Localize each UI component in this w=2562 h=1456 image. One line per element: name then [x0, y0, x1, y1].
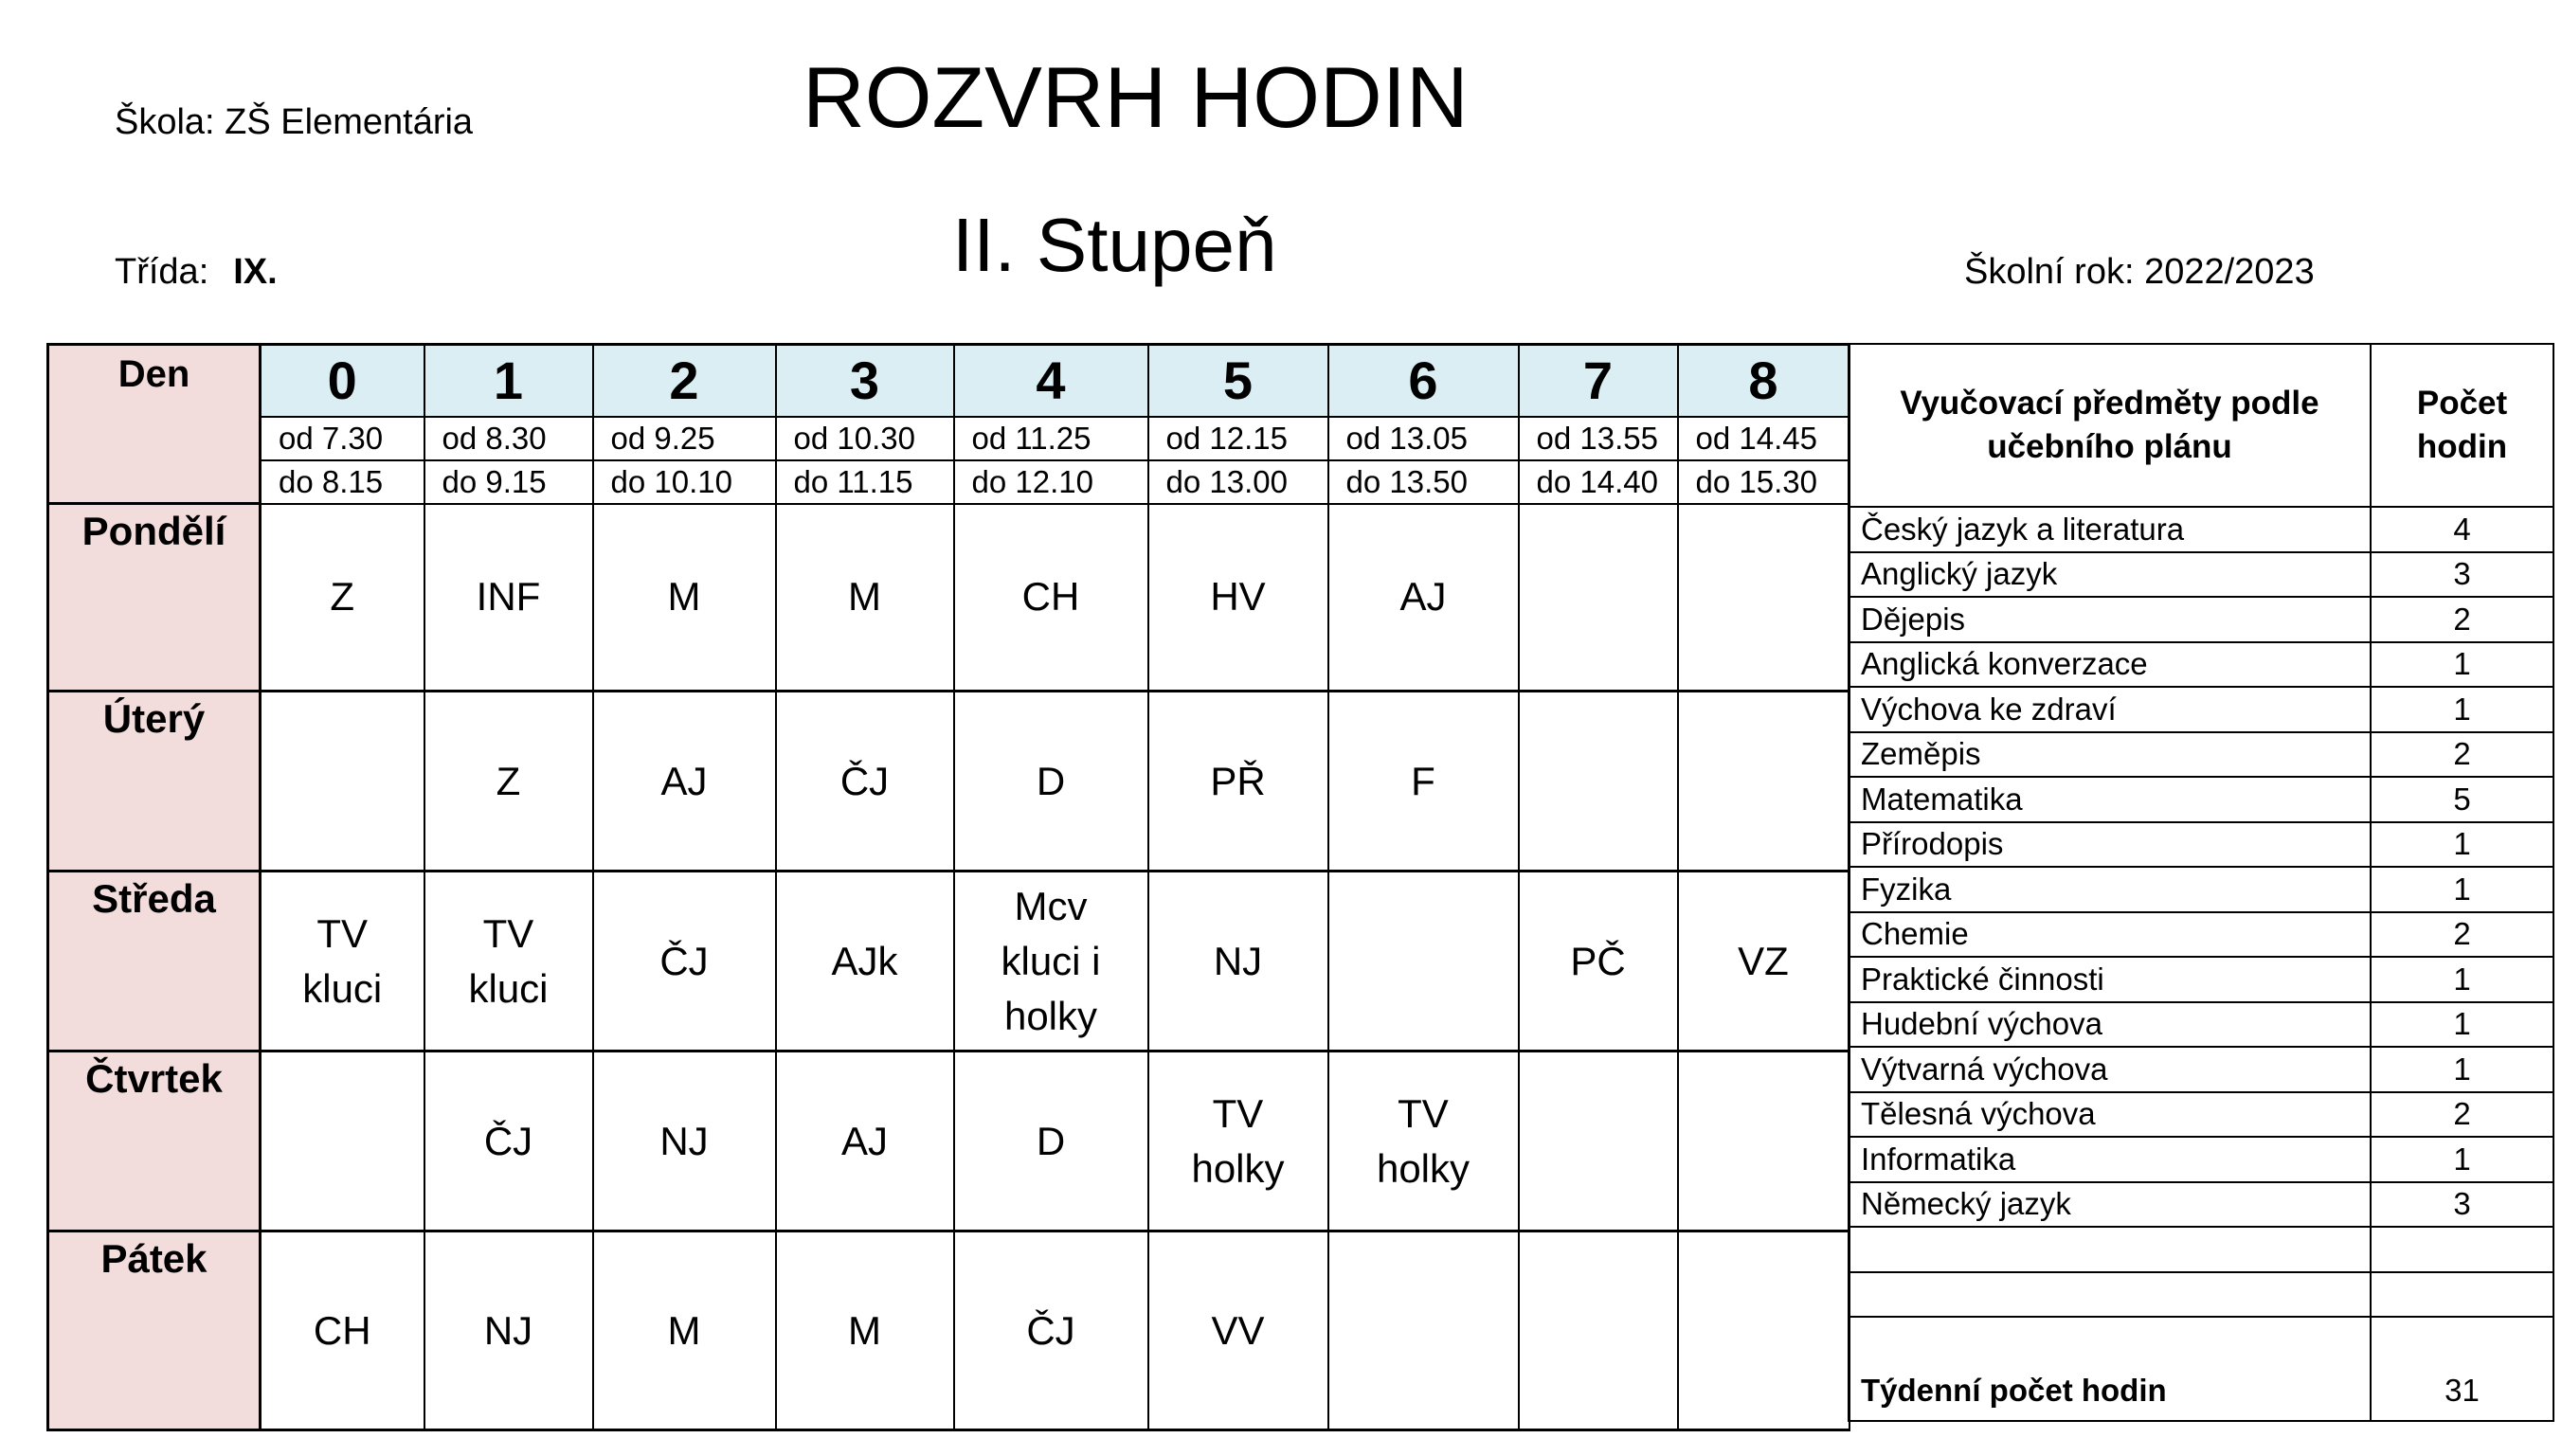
lesson-cell: PČ: [1519, 872, 1678, 1052]
school-year: Školní rok: 2022/2023: [1964, 252, 2315, 292]
subject-row: [1849, 777, 2553, 822]
period-start-time: od 11.25: [954, 417, 1148, 460]
subject-row: [1849, 597, 2553, 642]
lesson-cell: NJ: [424, 1231, 593, 1430]
period-start-time: od 8.30: [424, 417, 593, 460]
lesson-cell: [1519, 504, 1678, 692]
lesson-cell: AJk: [776, 872, 954, 1052]
subject-row: [1849, 507, 2553, 552]
lesson-cell: M: [776, 504, 954, 692]
subject-hours: 2: [2371, 732, 2553, 778]
subject-row: [1849, 1092, 2553, 1138]
day-header-cell: Den: [48, 345, 261, 504]
lesson-cell: ČJ: [776, 692, 954, 872]
period-from-row: [48, 417, 1849, 460]
subject-hours: 2: [2371, 1092, 2553, 1138]
subject-name: Výtvarná výchova: [1849, 1047, 2371, 1092]
day-name: Pondělí: [48, 504, 261, 692]
empty-cell: [2371, 1227, 2553, 1272]
lesson-cell: Z: [424, 692, 593, 872]
lesson-cell: [1519, 692, 1678, 872]
empty-cell: [1849, 1272, 2371, 1318]
period-number: 0: [261, 345, 424, 417]
page-title: ROZVRH HODIN: [803, 50, 1469, 146]
subject-name: Tělesná výchova: [1849, 1092, 2371, 1138]
day-name: Středa: [48, 872, 261, 1052]
lesson-cell: AJ: [1328, 504, 1519, 692]
lesson-cell: Z: [261, 504, 424, 692]
subject-name: Informatika: [1849, 1137, 2371, 1182]
subjects-header-row: [1849, 344, 2553, 507]
empty-row: [1849, 1227, 2553, 1272]
lesson-cell: [1678, 504, 1849, 692]
subject-name: Německý jazyk: [1849, 1182, 2371, 1228]
subject-name: Zeměpis: [1849, 732, 2371, 778]
subject-row: [1849, 867, 2553, 912]
period-end-time: do 11.15: [776, 460, 954, 504]
period-start-time: od 12.15: [1148, 417, 1328, 460]
subject-hours: 1: [2371, 1047, 2553, 1092]
subject-hours: 1: [2371, 642, 2553, 688]
lesson-cell: [1519, 1052, 1678, 1231]
subject-name: Anglický jazyk: [1849, 552, 2371, 598]
lesson-cell: [261, 692, 424, 872]
period-to-row: [48, 460, 1849, 504]
lesson-cell: AJ: [776, 1052, 954, 1231]
period-start-time: od 13.05: [1328, 417, 1519, 460]
period-number: 4: [954, 345, 1148, 417]
lesson-cell: TV holky: [1148, 1052, 1328, 1231]
lesson-cell: CH: [954, 504, 1148, 692]
subject-row: [1849, 732, 2553, 778]
subject-row: [1849, 912, 2553, 958]
subject-name: Chemie: [1849, 912, 2371, 958]
subject-hours: 1: [2371, 1137, 2553, 1182]
lesson-cell: ČJ: [954, 1231, 1148, 1430]
day-name: Úterý: [48, 692, 261, 872]
lesson-cell: F: [1328, 692, 1519, 872]
subject-name: Přírodopis: [1849, 822, 2371, 868]
subject-row: [1849, 552, 2553, 598]
lesson-cell: D: [954, 1052, 1148, 1231]
period-start-time: od 9.25: [593, 417, 776, 460]
timetable: [46, 343, 1850, 1431]
period-number: 2: [593, 345, 776, 417]
period-number: 6: [1328, 345, 1519, 417]
lesson-cell: INF: [424, 504, 593, 692]
total-row: [1849, 1317, 2553, 1421]
empty-cell: [1849, 1227, 2371, 1272]
day-row: [48, 1052, 1849, 1231]
subject-name: Fyzika: [1849, 867, 2371, 912]
total-label: Týdenní počet hodin: [1849, 1317, 2371, 1421]
day-row: [48, 872, 1849, 1052]
lesson-cell: M: [593, 1231, 776, 1430]
subject-hours: 1: [2371, 822, 2553, 868]
period-end-time: do 15.30: [1678, 460, 1849, 504]
period-number: 8: [1678, 345, 1849, 417]
subject-row: [1849, 822, 2553, 868]
subject-hours: 4: [2371, 507, 2553, 552]
subject-name: Hudební výchova: [1849, 1002, 2371, 1048]
lesson-cell: PŘ: [1148, 692, 1328, 872]
lesson-cell: HV: [1148, 504, 1328, 692]
total-value: 31: [2371, 1317, 2553, 1421]
subject-hours: 2: [2371, 597, 2553, 642]
lesson-cell: [1678, 1052, 1849, 1231]
subject-hours: 3: [2371, 1182, 2553, 1228]
lesson-cell: M: [593, 504, 776, 692]
period-start-time: od 7.30: [261, 417, 424, 460]
lesson-cell: [1519, 1231, 1678, 1430]
stage-subtitle: II. Stupeň: [952, 203, 1277, 287]
period-end-time: do 12.10: [954, 460, 1148, 504]
day-name: Pátek: [48, 1231, 261, 1430]
subject-name: Český jazyk a literatura: [1849, 507, 2371, 552]
lesson-cell: [1678, 1231, 1849, 1430]
period-number: 3: [776, 345, 954, 417]
period-end-time: do 14.40: [1519, 460, 1678, 504]
lesson-cell: Mcv kluci i holky: [954, 872, 1148, 1052]
subject-name: Dějepis: [1849, 597, 2371, 642]
lesson-cell: AJ: [593, 692, 776, 872]
subject-hours: 5: [2371, 777, 2553, 822]
empty-cell: [2371, 1272, 2553, 1318]
class-label: Třída:: [115, 252, 209, 292]
period-number: 7: [1519, 345, 1678, 417]
lesson-cell: [261, 1052, 424, 1231]
period-end-time: do 13.50: [1328, 460, 1519, 504]
period-end-time: do 13.00: [1148, 460, 1328, 504]
period-start-time: od 10.30: [776, 417, 954, 460]
lesson-cell: TV kluci: [261, 872, 424, 1052]
lesson-cell: ČJ: [593, 872, 776, 1052]
subject-row: [1849, 1047, 2553, 1092]
period-number-row: [48, 345, 1849, 417]
period-end-time: do 10.10: [593, 460, 776, 504]
subject-row: [1849, 1182, 2553, 1228]
lesson-cell: VV: [1148, 1231, 1328, 1430]
subject-name: Výchova ke zdraví: [1849, 687, 2371, 732]
subjects-table: [1848, 343, 2554, 1422]
subject-row: [1849, 957, 2553, 1002]
period-end-time: do 9.15: [424, 460, 593, 504]
lesson-cell: NJ: [1148, 872, 1328, 1052]
lesson-cell: [1328, 1231, 1519, 1430]
school-name: Škola: ZŠ Elementária: [115, 102, 474, 142]
subject-name: Matematika: [1849, 777, 2371, 822]
subject-row: [1849, 1002, 2553, 1048]
class-value: IX.: [233, 252, 278, 292]
subject-row: [1849, 687, 2553, 732]
day-row: [48, 692, 1849, 872]
day-name: Čtvrtek: [48, 1052, 261, 1231]
period-number: 5: [1148, 345, 1328, 417]
lesson-cell: M: [776, 1231, 954, 1430]
subject-hours: 2: [2371, 912, 2553, 958]
period-end-time: do 8.15: [261, 460, 424, 504]
subject-name: Praktické činnosti: [1849, 957, 2371, 1002]
subjects-header-name: Vyučovací předměty podle učebního plánu: [1849, 344, 2371, 507]
lesson-cell: ČJ: [424, 1052, 593, 1231]
subject-hours: 3: [2371, 552, 2553, 598]
day-row: [48, 504, 1849, 692]
lesson-cell: NJ: [593, 1052, 776, 1231]
class-info: [115, 252, 278, 293]
subject-row: [1849, 642, 2553, 688]
subject-row: [1849, 1137, 2553, 1182]
lesson-cell: CH: [261, 1231, 424, 1430]
period-start-time: od 13.55: [1519, 417, 1678, 460]
lesson-cell: VZ: [1678, 872, 1849, 1052]
subject-hours: 1: [2371, 1002, 2553, 1048]
subject-hours: 1: [2371, 957, 2553, 1002]
lesson-cell: [1328, 872, 1519, 1052]
period-number: 1: [424, 345, 593, 417]
day-row: [48, 1231, 1849, 1430]
lesson-cell: [1678, 692, 1849, 872]
lesson-cell: TV holky: [1328, 1052, 1519, 1231]
period-start-time: od 14.45: [1678, 417, 1849, 460]
subject-name: Anglická konverzace: [1849, 642, 2371, 688]
subjects-header-hours: Počet hodin: [2371, 344, 2553, 507]
lesson-cell: TV kluci: [424, 872, 593, 1052]
subject-hours: 1: [2371, 867, 2553, 912]
subject-hours: 1: [2371, 687, 2553, 732]
empty-row: [1849, 1272, 2553, 1318]
lesson-cell: D: [954, 692, 1148, 872]
